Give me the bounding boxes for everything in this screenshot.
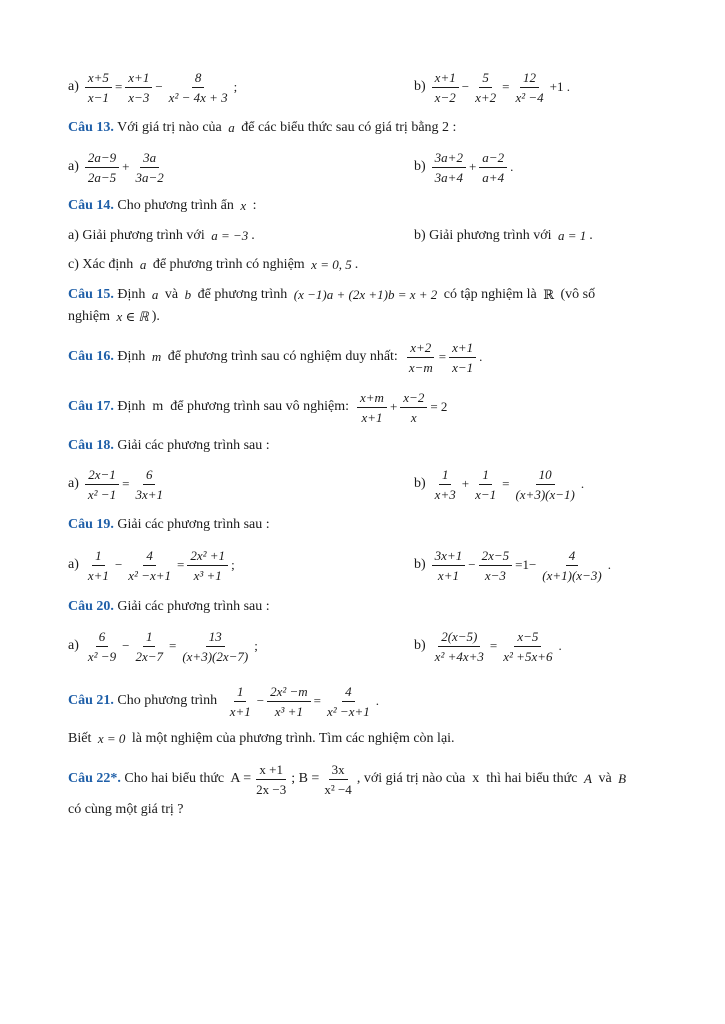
- question-text: Giải các phương trình sau :: [113, 517, 270, 532]
- math-inline: a = −3: [211, 228, 249, 243]
- question-18-heading: [68, 436, 665, 456]
- question-label: Câu 14.: [68, 198, 114, 213]
- numerator: 1: [234, 683, 247, 702]
- item-label: b): [414, 557, 426, 572]
- question-19-heading: [68, 515, 665, 535]
- denominator: 2a−5: [87, 169, 117, 185]
- punctuation: .: [251, 228, 255, 243]
- fraction: [432, 149, 466, 186]
- numerator: 10: [536, 466, 555, 485]
- fraction: [133, 149, 167, 186]
- question-text: có tập nghiệm là: [440, 287, 541, 302]
- question-text: Cho hai biểu thức A =: [120, 771, 252, 786]
- question-text: :: [249, 198, 257, 213]
- equation-a: [68, 547, 236, 584]
- denominator: 2x−7: [135, 648, 163, 664]
- denominator: x−1: [87, 89, 109, 105]
- question-text: Cho phương trình ẩn: [113, 198, 238, 213]
- math-inline: x = 0: [97, 731, 126, 746]
- question-text: để phương trình: [194, 287, 291, 302]
- numerator: x+1: [449, 339, 476, 358]
- question-22: [68, 758, 665, 800]
- denominator: x³ +1: [193, 567, 222, 583]
- operator: =: [168, 638, 177, 653]
- expression-b: [414, 149, 514, 186]
- fraction: [472, 466, 499, 503]
- numerator: 6: [96, 628, 109, 647]
- numerator: x+1: [432, 69, 459, 88]
- question-21: [68, 680, 665, 722]
- fraction: [227, 683, 254, 720]
- fraction: [512, 69, 546, 106]
- operator: +: [461, 476, 470, 491]
- question-text: Cho phương trình: [113, 693, 221, 708]
- question-label: Câu 13.: [68, 120, 114, 135]
- math-set: ℝ: [543, 287, 555, 302]
- denominator: x−2: [434, 89, 456, 105]
- fraction: [432, 547, 466, 584]
- denominator: x² +5x+6: [503, 648, 553, 664]
- item-label: a): [68, 638, 79, 653]
- math-inline: x ∈ ℝ: [116, 309, 149, 324]
- denominator: x+1: [229, 703, 251, 719]
- numerator: 12: [520, 69, 539, 88]
- punctuation: .: [354, 257, 359, 272]
- fraction: [472, 69, 499, 106]
- numerator: 2x² −m: [267, 683, 311, 702]
- fraction: [132, 628, 166, 665]
- fraction: [432, 466, 459, 503]
- question-text: Định m để phương trình sau vô nghiệm:: [113, 399, 349, 414]
- question-text: để các biểu thức sau có giá trị bằng 2 :: [237, 120, 457, 135]
- numerator: 2x−5: [479, 547, 513, 566]
- operator: =: [122, 476, 130, 491]
- operator: =: [313, 693, 321, 708]
- operator: −: [155, 79, 163, 94]
- denominator: x−3: [484, 567, 506, 583]
- question-label: Câu 17.: [68, 399, 114, 414]
- numerator: x−2: [400, 389, 427, 408]
- question-text: có cùng một giá trị ?: [68, 802, 184, 817]
- question-19-equations: [68, 544, 665, 586]
- part-text: để phương trình có nghiệm: [149, 257, 309, 272]
- math-var: a: [151, 287, 159, 302]
- item-label: a): [68, 557, 79, 572]
- numerator: 2(x−5): [438, 628, 480, 647]
- question-18-equations: [68, 463, 665, 505]
- math-inline: (x −1)a + (2x +1)b = x + 2: [293, 287, 438, 302]
- equation-b: [414, 69, 571, 106]
- operator: +: [122, 159, 130, 174]
- equation-a: [68, 69, 238, 106]
- numerator: 3x: [329, 761, 348, 780]
- numerator: 2x−1: [85, 466, 119, 485]
- denominator: x: [410, 409, 417, 425]
- numerator: x+2: [407, 339, 434, 358]
- item-label: b): [414, 476, 426, 491]
- operator: +: [468, 159, 477, 174]
- numerator: 1: [92, 547, 105, 566]
- denominator: x−1: [452, 359, 474, 375]
- question-17: [68, 386, 665, 428]
- denominator: 3x+1: [135, 486, 163, 502]
- question-14-parts: [68, 226, 665, 246]
- question-text: Định: [113, 287, 149, 302]
- numerator: a−2: [479, 149, 507, 168]
- fraction: [187, 547, 228, 584]
- punctuation: .: [607, 557, 611, 572]
- fraction: [539, 547, 604, 584]
- question-text: và: [594, 771, 616, 786]
- denominator: x² − 4x + 3: [168, 89, 228, 105]
- numerator: 1: [143, 628, 156, 647]
- question-label: Câu 19.: [68, 517, 114, 532]
- operator: +: [389, 399, 398, 414]
- question-15-line-2: [68, 307, 665, 327]
- numerator: x +1: [256, 761, 286, 780]
- punctuation: .: [375, 693, 379, 708]
- math-var: a: [228, 120, 235, 135]
- denominator: 3a+4: [434, 169, 463, 185]
- fraction: [432, 69, 459, 106]
- punctuation: ).: [151, 309, 160, 324]
- denominator: x² +4x+3: [434, 648, 484, 664]
- denominator: x² −4: [515, 89, 544, 105]
- denominator: (x+3)(x−1): [515, 486, 575, 502]
- equation-b: [414, 466, 585, 503]
- punctuation: ;: [254, 638, 258, 653]
- equation-b: [414, 628, 563, 665]
- denominator: x³ +1: [274, 703, 303, 719]
- question-13-heading: [68, 118, 665, 138]
- fraction: [321, 761, 354, 798]
- item-label: b): [414, 638, 426, 653]
- punctuation: .: [589, 228, 593, 243]
- fraction: [479, 547, 513, 584]
- fraction: [400, 389, 427, 426]
- numerator: 6: [143, 466, 156, 485]
- question-text: Giải các phương trình sau :: [113, 438, 270, 453]
- math-var: x: [240, 198, 247, 213]
- question-20-equations: [68, 625, 665, 667]
- numerator: 13: [206, 628, 225, 647]
- separator: ; B =: [291, 771, 320, 786]
- fraction: [357, 389, 387, 426]
- math-var: B: [618, 771, 627, 786]
- denominator: x−3: [128, 89, 150, 105]
- math-var: a: [139, 257, 147, 272]
- question-text: Giải các phương trình sau :: [113, 599, 270, 614]
- item-label: b): [414, 79, 426, 94]
- denominator: x² −x+1: [327, 703, 370, 719]
- fraction: [432, 628, 487, 665]
- punctuation: .: [580, 476, 585, 491]
- denominator: a+4: [482, 169, 505, 185]
- fraction: [132, 466, 166, 503]
- numerator: x+5: [85, 69, 112, 88]
- math-inline: a = 1: [558, 228, 587, 243]
- expression-a: [68, 149, 169, 186]
- operator: = 2: [430, 399, 448, 414]
- denominator: x² −1: [87, 486, 117, 502]
- denominator: x+1: [361, 409, 383, 425]
- fraction: [85, 149, 119, 186]
- question-text: để phương trình sau có nghiệm duy nhất:: [164, 349, 398, 364]
- question-text: Định: [113, 349, 149, 364]
- denominator: x² −4: [324, 781, 352, 797]
- part-text: a) Giải phương trình với: [68, 228, 209, 243]
- fraction: [179, 628, 251, 665]
- numerator: x+m: [357, 389, 387, 408]
- operator: =: [177, 557, 185, 572]
- punctuation: .: [479, 349, 483, 364]
- math-var: b: [184, 287, 192, 302]
- numerator: 3a: [140, 149, 159, 168]
- numerator: x−5: [514, 628, 541, 647]
- denominator: x+1: [87, 567, 109, 583]
- operator: −: [114, 557, 123, 572]
- item-label: a): [68, 79, 79, 94]
- punctuation: ;: [233, 79, 238, 94]
- math-inline: x = 0, 5: [311, 257, 352, 272]
- denominator: x−1: [475, 486, 497, 502]
- numerator: x+1: [125, 69, 152, 88]
- fraction: [85, 628, 119, 665]
- equation-b: [414, 547, 612, 584]
- punctuation: .: [510, 159, 514, 174]
- operator: −: [256, 693, 265, 708]
- punctuation: .: [558, 638, 562, 653]
- fraction: [500, 628, 555, 665]
- question-label: Câu 16.: [68, 349, 114, 364]
- equation-a: [68, 466, 168, 503]
- question-text: , với giá trị nào của x thì hai biểu thức: [356, 771, 581, 786]
- question-label: Câu 18.: [68, 438, 114, 453]
- operator: =: [114, 79, 123, 94]
- numerator: 2a−9: [85, 149, 119, 168]
- numerator: 3a+2: [432, 149, 466, 168]
- denominator: 3a−2: [135, 169, 164, 185]
- fraction: [512, 466, 577, 503]
- fraction: [125, 69, 152, 106]
- fraction: [324, 683, 373, 720]
- operator: =: [502, 79, 510, 94]
- denominator: x+2: [475, 89, 497, 105]
- punctuation: +1 .: [549, 79, 570, 94]
- question-22-line-2: [68, 800, 665, 820]
- math-var: m: [151, 349, 162, 364]
- numerator: 5: [479, 69, 492, 88]
- numerator: 2x² +1: [187, 547, 228, 566]
- fraction: [267, 683, 311, 720]
- denominator: x−m: [408, 359, 433, 375]
- question-label: Câu 15.: [68, 287, 114, 302]
- numerator: 3x+1: [432, 547, 466, 566]
- question-text: Với giá trị nào của: [113, 120, 226, 135]
- operator: =: [502, 476, 510, 491]
- equation-a: [68, 628, 259, 665]
- question-13-equations: [68, 146, 665, 188]
- math-var: A: [583, 771, 592, 786]
- numerator: 4: [566, 547, 579, 566]
- numerator: 1: [479, 466, 492, 485]
- numerator: 8: [192, 69, 205, 88]
- fraction: [479, 149, 507, 186]
- operator: =: [438, 349, 447, 364]
- question-label: Câu 21.: [68, 693, 114, 708]
- item-label: a): [68, 159, 79, 174]
- item-label: a): [68, 476, 79, 491]
- question-label: Câu 22*.: [68, 771, 121, 786]
- question-text: và: [161, 287, 182, 302]
- equation-row-top: [68, 66, 665, 108]
- part-text: b) Giải phương trình với: [414, 228, 555, 243]
- operator: −: [468, 557, 476, 572]
- denominator: x+1: [437, 567, 459, 583]
- fraction: [85, 69, 112, 106]
- denominator: x+3: [434, 486, 456, 502]
- denominator: (x+3)(2x−7): [182, 648, 249, 664]
- operator: =1−: [515, 557, 537, 572]
- question-text: (vô số: [557, 287, 596, 302]
- numerator: 4: [143, 547, 156, 566]
- fraction: [85, 466, 119, 503]
- part-a: [68, 228, 255, 244]
- question-15-line-1: [68, 285, 665, 305]
- question-text: Biết: [68, 731, 95, 746]
- denominator: x² −9: [87, 648, 117, 664]
- part-text: c) Xác định: [68, 257, 137, 272]
- question-16: [68, 336, 665, 378]
- question-20-heading: [68, 597, 665, 617]
- operator: −: [122, 638, 130, 653]
- fraction: [406, 339, 436, 376]
- fraction: [125, 547, 174, 584]
- denominator: 2x −3: [256, 781, 287, 797]
- fraction: [449, 339, 476, 376]
- fraction: [166, 69, 231, 106]
- question-text: nghiệm: [68, 309, 114, 324]
- part-b: [414, 228, 593, 244]
- fraction: [85, 547, 112, 584]
- fraction: [253, 761, 289, 798]
- operator: =: [489, 638, 498, 653]
- question-21-line-2: [68, 729, 665, 749]
- question-14-part-c: [68, 255, 665, 275]
- numerator: 1: [439, 466, 452, 485]
- question-14-heading: [68, 196, 665, 216]
- numerator: 4: [342, 683, 355, 702]
- item-label: b): [414, 159, 426, 174]
- question-text: là một nghiệm của phương trình. Tìm các nghiệm còn lại.: [128, 731, 455, 746]
- denominator: x² −x+1: [128, 567, 172, 583]
- operator: −: [461, 79, 470, 94]
- denominator: (x+1)(x−3): [542, 567, 602, 583]
- punctuation: ;: [231, 557, 235, 572]
- question-label: Câu 20.: [68, 599, 114, 614]
